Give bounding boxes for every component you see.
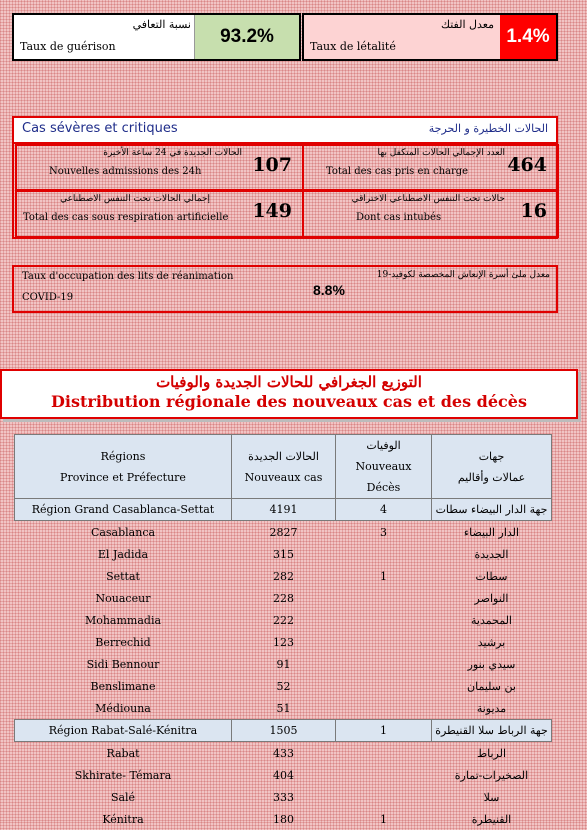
- place-name: Benslimane: [90, 679, 156, 693]
- header-regions-label: Régions: [100, 449, 146, 463]
- new-deaths: 1: [380, 569, 387, 583]
- artificial-resp-fr: Total des cas sous respiration artificielle: [23, 212, 229, 223]
- place-name-ar: جهة الدار البيضاء سطات: [432, 499, 552, 521]
- header-province-label: Province et Préfecture: [60, 470, 186, 484]
- new-cases: 333: [273, 790, 294, 804]
- table-row: [15, 764, 552, 786]
- new-deaths: 1: [380, 812, 387, 826]
- place-name-ar: القنيطرة: [471, 812, 512, 826]
- region-row: [15, 499, 552, 521]
- total-care-cell: [302, 144, 559, 191]
- header-regions: [15, 435, 232, 499]
- place-name: Sidi Bennour: [86, 657, 160, 671]
- intubated-fr: Dont cas intubés: [356, 212, 442, 223]
- occupancy-label-ar: معدل ملئ أسرة الإنعاش المخصصة لكوفيد-19: [376, 270, 550, 280]
- new-deaths: [336, 675, 432, 697]
- table-row: [15, 587, 552, 609]
- place-name-ar: الرباط: [476, 746, 507, 760]
- icu-occupancy-box: [12, 265, 558, 313]
- severe-header: [14, 118, 556, 144]
- distribution-title-fr: Distribution régionale des nouveaux cas et des décès: [51, 392, 527, 411]
- place-name-ar: سيدي بنور: [467, 657, 516, 671]
- table-row: [15, 697, 552, 720]
- table-row: [15, 786, 552, 808]
- place-name: Settat: [106, 569, 140, 583]
- artificial-resp-value: 149: [252, 200, 292, 222]
- artificial-resp-cell: [15, 190, 304, 238]
- new-cases: 433: [273, 746, 294, 760]
- lethality-rate-box: [302, 13, 558, 61]
- table-row: [15, 742, 552, 765]
- occupancy-label-fr: Taux d'occupation des lits de réanimation: [22, 271, 234, 282]
- header-deaths-fr: Nouveaux Décès: [355, 460, 412, 494]
- new-deaths: [336, 587, 432, 609]
- new-cases: 2827: [269, 525, 298, 539]
- place-name: Médiouna: [95, 701, 151, 715]
- place-name: El Jadida: [97, 547, 149, 561]
- new-cases: 282: [273, 569, 294, 583]
- new-deaths: 3: [380, 525, 387, 539]
- place-name: Skhirate- Témara: [74, 768, 172, 782]
- place-name-ar: سلا: [483, 790, 500, 804]
- new-cases: 222: [273, 613, 294, 627]
- severe-title-ar: الحالات الخطيرة و الحرجة: [428, 122, 548, 135]
- header-provinces-ar: عمالات وأقاليم: [457, 470, 526, 484]
- new-admissions-value: 107: [252, 154, 292, 176]
- place-name-ar: الجديدة: [474, 547, 509, 561]
- place-name-ar: الدار البيضاء: [463, 525, 520, 539]
- header-new-cases-ar: الحالات الجديدة: [248, 449, 319, 463]
- table-row: [15, 521, 552, 544]
- table-row: [15, 565, 552, 587]
- place-name: Berrechid: [95, 635, 151, 649]
- new-deaths: [336, 631, 432, 653]
- place-name-ar: النواصر: [474, 591, 509, 605]
- intubated-value: 16: [520, 200, 547, 222]
- new-deaths: [336, 764, 432, 786]
- occupancy-value: 8.8%: [313, 282, 345, 298]
- header-regions-ar: جهات: [478, 449, 505, 463]
- lethality-value: 1.4%: [500, 15, 556, 59]
- occupancy-label-covid: COVID-19: [22, 292, 74, 303]
- header-deaths: [336, 435, 432, 499]
- new-cases: 315: [273, 547, 294, 561]
- recovery-label-fr: Taux de guérison: [20, 40, 116, 53]
- lethality-label-ar: معدل الفتك: [440, 18, 494, 31]
- regional-distribution-title: [0, 369, 578, 419]
- recovery-value: 93.2%: [194, 15, 299, 59]
- place-name: Nouaceur: [95, 591, 151, 605]
- table-row: [15, 631, 552, 653]
- new-deaths: [336, 742, 432, 765]
- place-name: Région Grand Casablanca-Settat: [15, 499, 232, 521]
- new-cases: 180: [273, 812, 294, 826]
- place-name-ar: برشيد: [477, 635, 506, 649]
- place-name-ar: بن سليمان: [467, 679, 516, 693]
- table-row: [15, 543, 552, 565]
- new-cases: 4191: [232, 499, 336, 521]
- table-row: [15, 609, 552, 631]
- place-name-ar: سطات: [475, 569, 508, 583]
- place-name-ar: مديونة: [476, 701, 507, 715]
- distribution-title-ar: التوزيع الجغرافي للحالات الجديدة والوفيات: [156, 373, 422, 391]
- new-cases: 52: [276, 679, 291, 693]
- place-name-ar: جهة الرباط سلا القنيطرة: [432, 720, 552, 742]
- severe-title-fr: Cas sévères et critiques: [22, 121, 178, 136]
- new-cases: 51: [276, 701, 291, 715]
- recovery-rate-box: [12, 13, 301, 61]
- place-name-ar: الصخيرات-تمارة: [454, 768, 529, 782]
- table-header-row: [15, 435, 552, 499]
- artificial-resp-ar: إجمالي الحالات تحت التنفس الاصطناعي: [60, 194, 210, 204]
- new-deaths: [336, 786, 432, 808]
- total-care-value: 464: [507, 154, 547, 176]
- total-care-ar: العدد الإجمالي الحالات المتكفل بها: [377, 148, 505, 158]
- table-row: [15, 653, 552, 675]
- new-deaths: [336, 543, 432, 565]
- place-name: Salé: [110, 790, 136, 804]
- new-deaths: 4: [336, 499, 432, 521]
- recovery-label-ar: نسبة التعافي: [132, 18, 191, 31]
- header-arabic-regions: [432, 435, 552, 499]
- place-name: Kénitra: [102, 812, 144, 826]
- new-cases: 1505: [232, 720, 336, 742]
- new-admissions-fr: Nouvelles admissions des 24h: [49, 166, 202, 177]
- regional-table: [14, 434, 551, 830]
- table-row: [15, 808, 552, 830]
- header-deaths-ar: الوفيات: [366, 439, 401, 452]
- new-deaths: [336, 697, 432, 720]
- new-admissions-ar: الحالات الجديدة في 24 ساعة الأخيرة: [103, 148, 242, 158]
- intubated-cell: [302, 190, 559, 238]
- total-care-fr: Total des cas pris en charge: [326, 166, 469, 177]
- severe-cases-panel: [12, 116, 558, 239]
- intubated-ar: حالات تحت التنفس الاصطناعي الاختراقي: [351, 194, 505, 204]
- place-name: Casablanca: [90, 525, 156, 539]
- region-row: [15, 720, 552, 742]
- place-name: Région Rabat-Salé-Kénitra: [15, 720, 232, 742]
- new-deaths: [336, 609, 432, 631]
- place-name: Rabat: [106, 746, 140, 760]
- lethality-label-fr: Taux de létalité: [310, 40, 396, 53]
- new-cases: 404: [273, 768, 294, 782]
- place-name-ar: المحمدية: [471, 613, 512, 627]
- header-new-cases: [232, 435, 336, 499]
- new-cases: 228: [273, 591, 294, 605]
- new-deaths: [336, 653, 432, 675]
- table-row: [15, 675, 552, 697]
- new-cases: 91: [276, 657, 291, 671]
- new-cases: 123: [273, 635, 294, 649]
- new-admissions-cell: [15, 144, 304, 191]
- header-new-cases-fr: Nouveaux cas: [244, 470, 323, 484]
- new-deaths: 1: [336, 720, 432, 742]
- place-name: Mohammadia: [84, 613, 162, 627]
